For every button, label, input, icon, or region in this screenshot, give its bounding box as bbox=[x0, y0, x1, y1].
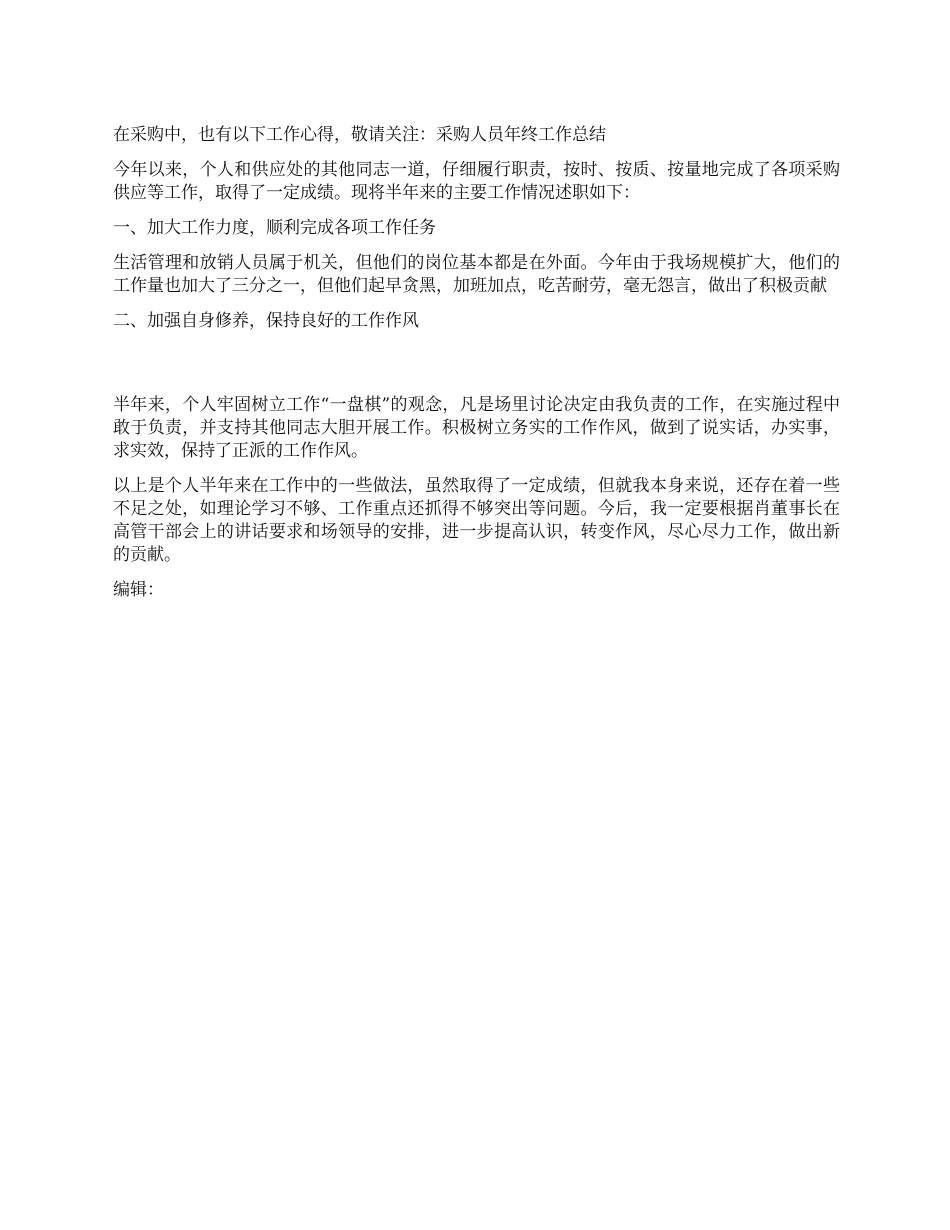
section-heading-1: 一、加大工作力度，顺利完成各项工作任务 bbox=[113, 218, 436, 238]
section-heading-2: 二、加强自身修养，保持良好的工作作风 bbox=[113, 311, 419, 331]
intro-line: 在采购中，也有以下工作心得，敬请关注：采购人员年终工作总结 bbox=[113, 125, 606, 145]
section-2-paragraph: 半年来，个人牢固树立工作“一盘棋”的观念，凡是场里讨论决定由我负责的工作，在实施过程中敢于负责，并支持其他同志大胆开展工作。积极树立务实的工作作风，做到了说实话，办实事，求实效，保持了正派的工作作风。 bbox=[113, 395, 840, 461]
editor-line: 编辑： bbox=[113, 580, 164, 600]
opening-paragraph: 今年以来，个人和供应处的其他同志一道，仔细履行职责，按时、按质、按量地完成了各项采购供应等工作，取得了一定成绩。现将半年来的主要工作情况述职如下： bbox=[113, 160, 840, 203]
document-body bbox=[113, 124, 840, 614]
conclusion-paragraph: 以上是个人半年来在工作中的一些做法，虽然取得了一定成绩，但就我本身来说，还存在着一些不足之处，如理论学习不够、工作重点还抓得不够突出等问题。今后，我一定要根据肖董事长在高管干部会上的讲话要求和场领导的安排，进一步提高认识，转变作风，尽心尽力工作，做出新的贡献。 bbox=[113, 476, 840, 565]
section-1-paragraph: 生活管理和放销人员属于机关，但他们的岗位基本都是在外面。今年由于我场规模扩大，他们的工作量也加大了三分之一，但他们起早贪黑，加班加点，吃苦耐劳，毫无怨言，做出了积极贡献 bbox=[113, 253, 840, 296]
